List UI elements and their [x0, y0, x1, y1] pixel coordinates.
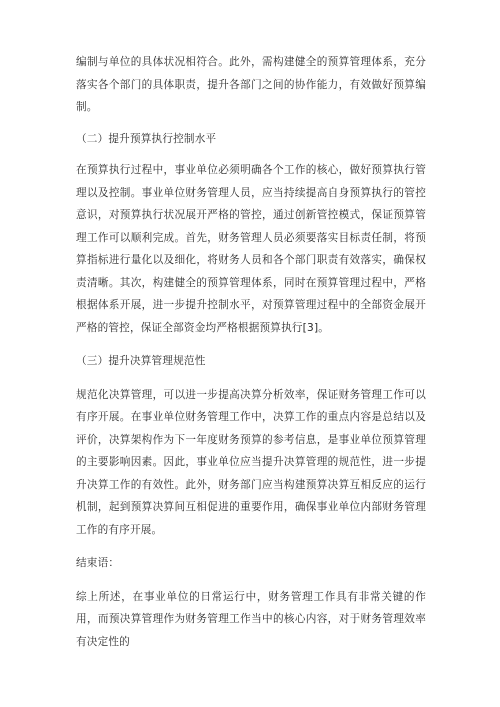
- conclusion-paragraph: 综上所述，在事业单位的日常运行中，财务管理工作具有非常关键的作用，而预决算管理作为财务管理工作当中的核心内容，对于财务管理效率有决定性的: [76, 590, 426, 648]
- section-heading-final-accounts: （三）提升决算管理规范性: [76, 355, 206, 367]
- conclusion-heading: 结束语：: [76, 557, 120, 569]
- budget-execution-paragraph: 在预算执行过程中，事业单位必须明确各个工作的核心，做好预算执行管理以及控制。事业单位财务管理人员，应当持续提高自身预算执行的管控意识，对预算执行状况展开严格的管控，通过创新管控模式，保证预算管理工作可以顺利完成。首先，财务管理人员必须要落实目标责任制，将预算指标进行量化以及细化，将财务人员和各个部门职责有效落实，确保权责清晰。其次，构建健全的预算管理体系，同时在预算管理过程中，严格根据体系开展，进一步提升控制水平，对预算管理过程中的全部资金展开严格的管控，保证全部资金均严格根据预算执行[3]。: [76, 164, 426, 334]
- intro-paragraph: 编制与单位的具体状况相符合。此外，需构建健全的预算管理体系，充分落实各个部门的具体职责，提升各部门之间的协作能力，有效做好预算编制。: [76, 56, 426, 113]
- final-accounts-paragraph: 规范化决算管理，可以进一步提高决算分析效率，保证财务管理工作可以有序开展。在事业单位财务管理工作中，决算工作的重点内容是总结以及评价，决算架构作为下一年度财务预算的参考信息，是事业单位预算管理的主要影响因素。因此，事业单位应当提升决算管理的规范性，进一步提升决算工作的有效性。此外，财务部门应当构建预算决算互相反应的运行机制，起到预算决算间互相促进的重要作用，确保事业单位内部财务管理工作的有序开展。: [76, 388, 426, 536]
- document-page: [76, 51, 426, 653]
- section-heading-budget-execution: （二）提升预算执行控制水平: [76, 132, 217, 145]
